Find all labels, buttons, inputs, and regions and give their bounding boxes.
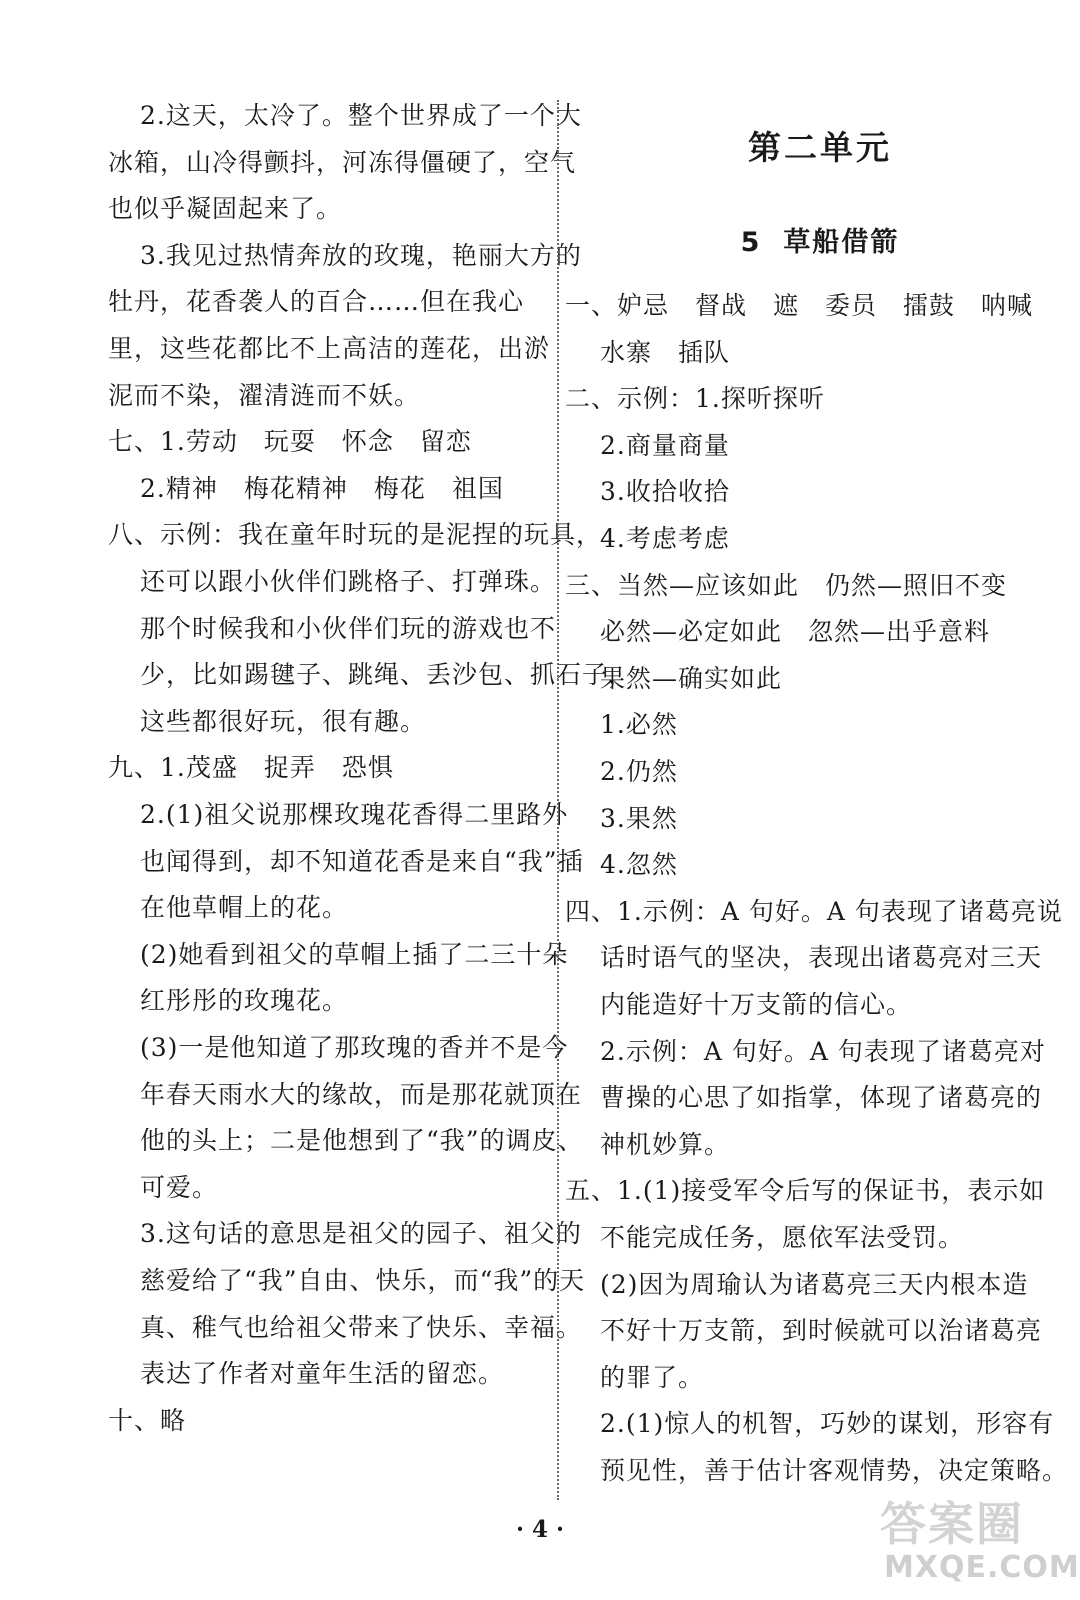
lesson-title xyxy=(560,220,1080,259)
text-line: 红彤彤的玫瑰花。 xyxy=(140,986,349,1016)
text-line: 也闻得到，却不知道花香是来自“我”插 xyxy=(140,846,584,876)
text-line: 2.示例：A 句好。A 句表现了诸葛亮对 xyxy=(600,1036,1046,1066)
text-line: 4.考虑考虑 xyxy=(600,524,730,553)
text-line: 曹操的心思了如指掌，体现了诸葛亮的 xyxy=(600,1083,1043,1113)
text-line: 表达了作者对童年生活的留恋。 xyxy=(140,1359,505,1389)
text-line: 1.必然 xyxy=(600,710,678,740)
text-line: 四、1.示例：A 句好。A 句表现了诸葛亮说 xyxy=(565,896,1063,926)
text-line: 可爱。 xyxy=(140,1172,219,1202)
column-divider xyxy=(557,100,559,1500)
page-number: · 4 · xyxy=(515,1516,565,1543)
text-line: 五、1.(1)接受军令后写的保证书，表示如 xyxy=(565,1176,1046,1206)
watermark xyxy=(872,1488,1080,1596)
text-line: 不能完成任务，愿依军法受罚。 xyxy=(600,1223,965,1252)
text-line: 九、1.茂盛 捉弄 恐惧 xyxy=(108,753,394,783)
text-line: 2.(1)祖父说那棵玫瑰花香得二里路外 xyxy=(140,800,569,829)
text-line: 慈爱给了“我”自由、快乐，而“我”的天 xyxy=(140,1266,586,1295)
text-line: 2.商量商量 xyxy=(600,430,730,460)
lesson-number: 5 xyxy=(740,227,762,258)
text-line: 年春天雨水大的缘故，而是那花就顶在 xyxy=(140,1079,583,1109)
text-line: 八、示例：我在童年时玩的是泥捏的玩具， xyxy=(108,520,603,550)
text-line: 真、稚气也给祖父带来了快乐、幸福。 xyxy=(140,1312,583,1342)
text-line: 三、当然—应该如此 仍然—照旧不变 xyxy=(565,570,1008,600)
text-line: 的罪了。 xyxy=(600,1362,705,1392)
text-line: 话时语气的坚决，表现出诸葛亮对三天 xyxy=(600,943,1043,973)
text-line: 3.果然 xyxy=(600,803,678,833)
text-line: 在他草帽上的花。 xyxy=(140,893,349,923)
text-line: 2.这天，太冷了。整个世界成了一个大 xyxy=(140,101,582,130)
text-line: 泥而不染，濯清涟而不妖。 xyxy=(108,380,421,410)
text-line: 2.仍然 xyxy=(600,757,678,786)
text-line: 必然—必定如此 忽然—出乎意料 xyxy=(600,617,991,647)
text-line: 一、妒忌 督战 遮 委员 擂鼓 呐喊 xyxy=(565,291,1034,320)
text-line: 神机妙算。 xyxy=(600,1129,731,1159)
text-line: 十、略 xyxy=(108,1405,187,1435)
text-line: 牡丹，花香袭人的百合……但在我心 xyxy=(108,287,525,317)
text-line: 不好十万支箭，到时候就可以治诸葛亮 xyxy=(600,1316,1043,1346)
lesson-name: 草船借箭 xyxy=(783,227,900,258)
text-line: 3.我见过热情奔放的玫瑰，艳丽大方的 xyxy=(140,240,582,270)
text-line: 预见性，善于估计客观情势，决定策略。 xyxy=(600,1456,1069,1485)
text-line: 那个时候我和小伙伴们玩的游戏也不 xyxy=(140,613,557,643)
text-line: (2)因为周瑜认为诸葛亮三天内根本造 xyxy=(600,1269,1029,1299)
text-line: 里，这些花都比不上高洁的莲花，出淤 xyxy=(108,334,551,363)
watermark-logo: 答案圈 xyxy=(880,1497,1024,1551)
text-line: 也似乎凝固起来了。 xyxy=(108,194,343,224)
text-line: 冰箱，山冷得颤抖，河冻得僵硬了，空气 xyxy=(108,147,577,177)
watermark-url: MXQE.COM xyxy=(884,1550,1080,1585)
text-line: 3.收拾收拾 xyxy=(600,477,730,507)
text-line: 还可以跟小伙伴们跳格子、打弹珠。 xyxy=(140,567,557,596)
text-line: 3.这句话的意思是祖父的园子、祖父的 xyxy=(140,1219,582,1249)
text-line: 水寨 插队 xyxy=(600,337,731,367)
text-line: 二、示例：1.探听探听 xyxy=(565,384,825,414)
text-line: 2.精神 梅花精神 梅花 祖国 xyxy=(140,473,504,503)
text-line: 少，比如踢毽子、跳绳、丢沙包、抓石子， xyxy=(140,660,635,690)
text-line: (2)她看到祖父的草帽上插了二三十朵 xyxy=(140,939,569,969)
text-line: 这些都很好玩，很有趣。 xyxy=(140,706,427,736)
text-line: (3)一是他知道了那玫瑰的香并不是今 xyxy=(140,1033,569,1062)
text-line: 内能造好十万支箭的信心。 xyxy=(600,990,913,1019)
unit-title: 第二单元 xyxy=(748,128,892,167)
text-line: 4.忽然 xyxy=(600,850,678,880)
text-line: 七、1.劳动 玩耍 怀念 留恋 xyxy=(108,427,472,457)
text-line: 他的头上；二是他想到了“我”的调皮、 xyxy=(140,1126,584,1156)
text-line: 果然—确实如此 xyxy=(600,663,783,693)
text-line: 2.(1)惊人的机智，巧妙的谋划，形容有 xyxy=(600,1409,1055,1439)
